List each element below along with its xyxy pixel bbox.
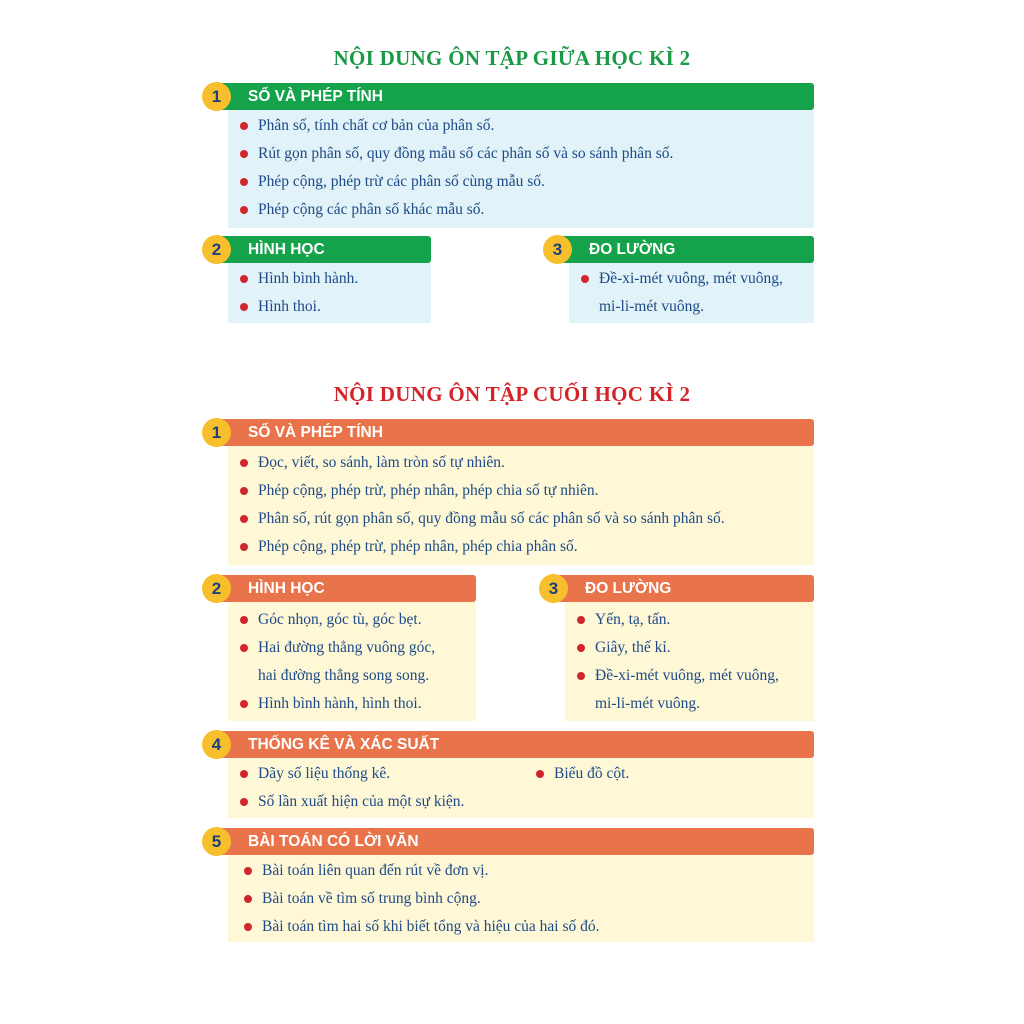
bullet-icon xyxy=(244,895,252,903)
list-item: Dãy số liệu thống kê. xyxy=(228,760,814,788)
final-section-numbers xyxy=(202,419,814,565)
list-item-continuation: mi-li-mét vuông. xyxy=(599,298,705,315)
list-item: Giây, thế kỉ. xyxy=(565,634,814,662)
final-section-statistics xyxy=(202,731,814,818)
list-item: Hình bình hành, hình thoi. xyxy=(228,690,476,718)
mid-section-measurement xyxy=(543,236,814,323)
list-item: Đề-xi-mét vuông, mét vuông, xyxy=(565,662,814,690)
list-item: Rút gọn phân số, quy đồng mẫu số các phân số và so sánh phân số. xyxy=(228,140,814,168)
list-item: Đề-xi-mét vuông, mét vuông, xyxy=(569,265,814,293)
bullet-icon xyxy=(240,178,248,186)
list-item: Phép cộng, phép trừ, phép nhân, phép chia phân số. xyxy=(228,533,814,561)
list-item: Đọc, viết, so sánh, làm tròn số tự nhiên. xyxy=(228,449,814,477)
final-section-measurement xyxy=(539,575,814,721)
bullet-icon xyxy=(240,150,248,158)
final-section-geometry xyxy=(202,575,476,721)
bullet-icon xyxy=(244,923,252,931)
section-number-badge: 2 xyxy=(202,574,231,603)
list-item: Bài toán về tìm số trung bình cộng. xyxy=(232,885,814,913)
bullet-icon xyxy=(240,206,248,214)
section-heading: ĐO LƯỜNG xyxy=(557,236,814,263)
bullet-icon xyxy=(240,487,248,495)
mid-section-geometry xyxy=(202,236,431,323)
list-item-continuation: hai đường thẳng song song. xyxy=(258,667,430,684)
bullet-icon xyxy=(581,275,589,283)
mid-section-numbers xyxy=(202,83,814,228)
list-item: Biểu đồ cột. xyxy=(524,760,629,788)
section-number-badge: 4 xyxy=(202,730,231,759)
bullet-icon xyxy=(240,543,248,551)
bullet-icon xyxy=(536,770,544,778)
section-heading: HÌNH HỌC xyxy=(216,575,476,602)
list-item: Hình bình hành. xyxy=(228,265,431,293)
final-section-word-problems xyxy=(202,828,814,942)
section-heading: BÀI TOÁN CÓ LỜI VĂN xyxy=(216,828,814,855)
section-heading: HÌNH HỌC xyxy=(216,236,431,263)
bullet-icon xyxy=(240,770,248,778)
section-heading: SỐ VÀ PHÉP TÍNH xyxy=(216,83,814,110)
list-item: Góc nhọn, góc tù, góc bẹt. xyxy=(228,606,476,634)
midterm-title: NỘI DUNG ÔN TẬP GIỮA HỌC KÌ 2 xyxy=(333,46,691,70)
list-item: Hai đường thẳng vuông góc, xyxy=(228,634,476,662)
list-item: Phép cộng các phân số khác mẫu số. xyxy=(228,196,814,224)
bullet-icon xyxy=(577,616,585,624)
list-item: Yến, tạ, tấn. xyxy=(565,606,814,634)
list-item: Phép cộng, phép trừ, phép nhân, phép chia số tự nhiên. xyxy=(228,477,814,505)
list-item: Phân số, rút gọn phân số, quy đồng mẫu số các phân số và so sánh phân số. xyxy=(228,505,814,533)
bullet-icon xyxy=(240,303,248,311)
list-item-continuation: mi-li-mét vuông. xyxy=(595,695,701,712)
bullet-icon xyxy=(577,672,585,680)
bullet-icon xyxy=(240,515,248,523)
section-number-badge: 1 xyxy=(202,82,231,111)
section-number-badge: 5 xyxy=(202,827,231,856)
bullet-icon xyxy=(240,644,248,652)
list-item: Bài toán tìm hai số khi biết tổng và hiệu của hai số đó. xyxy=(232,913,814,941)
bullet-icon xyxy=(240,616,248,624)
bullet-icon xyxy=(240,275,248,283)
bullet-icon xyxy=(240,700,248,708)
section-number-badge: 3 xyxy=(543,235,572,264)
list-item: Số lần xuất hiện của một sự kiện. xyxy=(228,788,814,816)
list-item: Phép cộng, phép trừ các phân số cùng mẫu số. xyxy=(228,168,814,196)
final-title: NỘI DUNG ÔN TẬP CUỐI HỌC KÌ 2 xyxy=(333,382,691,406)
list-item: Phân số, tính chất cơ bản của phân số. xyxy=(228,112,814,140)
section-heading: THỐNG KÊ VÀ XÁC SUẤT xyxy=(216,731,814,758)
section-number-badge: 1 xyxy=(202,418,231,447)
list-item: Hình thoi. xyxy=(228,293,431,321)
bullet-icon xyxy=(240,122,248,130)
bullet-icon xyxy=(577,644,585,652)
section-number-badge: 2 xyxy=(202,235,231,264)
section-heading: SỐ VÀ PHÉP TÍNH xyxy=(216,419,814,446)
section-number-badge: 3 xyxy=(539,574,568,603)
section-heading: ĐO LƯỜNG xyxy=(553,575,814,602)
list-item: Bài toán liên quan đến rút về đơn vị. xyxy=(232,857,814,885)
bullet-icon xyxy=(244,867,252,875)
bullet-icon xyxy=(240,459,248,467)
bullet-icon xyxy=(240,798,248,806)
